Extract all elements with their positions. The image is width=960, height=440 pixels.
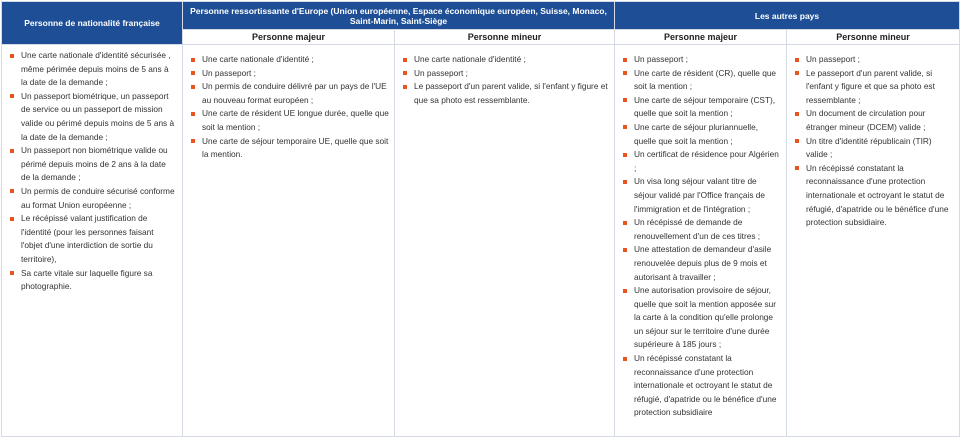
list-item: Un passeport ; — [623, 53, 781, 67]
list-item: Un titre d'identité républicain (TIR) valide ; — [795, 135, 954, 162]
list-item: Un récépissé constatant la reconnaissance d'une protection internationale et octroyant le statut de réfugié, d'apatride ou le bénéfice d'une protection subsidiaire. — [795, 162, 954, 230]
list-item: Une attestation de demandeur d'asile renouvelée depuis plus de 9 mois et autorisant à travailler ; — [623, 243, 781, 284]
cell-europe-adult — [183, 45, 395, 437]
subheader-others-adult: Personne majeur — [615, 30, 787, 45]
cell-french — [2, 45, 183, 437]
list-item: Un visa long séjour valant titre de séjour validé par l'Office français de l'immigration et de l'intégration ; — [623, 175, 781, 216]
list-item: Le passeport d'un parent valide, si l'enfant y figure et que sa photo est ressemblante ; — [795, 67, 954, 108]
main-header-row — [2, 2, 960, 30]
subheader-europe-adult: Personne majeur — [183, 30, 395, 45]
list-item: Une autorisation provisoire de séjour, quelle que soit la mention apposée sur la carte à la condition qu'elle prolonge un séjour sur le territoire d'une durée supérieure à 185 jours ; — [623, 284, 781, 352]
list-item: Un passeport biométrique, un passeport de service ou un passeport de mission valide ou périmé depuis moins de 5 ans à la date de la demande ; — [10, 90, 177, 144]
list-europe-minor — [403, 53, 609, 107]
list-item: Une carte de séjour temporaire UE, quelle que soit la mention. — [191, 135, 389, 162]
header-europe: Personne ressortissante d'Europe (Union européenne, Espace économique européen, Suisse, Monaco, Saint-Marin, Saint-Siège — [183, 2, 615, 30]
list-item: Une carte nationale d'identité sécurisée , même périmée depuis moins de 5 ans à la date de la demande ; — [10, 49, 177, 90]
content-row — [2, 45, 960, 437]
list-item: Une carte de séjour pluriannuelle, quelle que soit la mention ; — [623, 121, 781, 148]
list-french — [10, 49, 177, 294]
list-item: Un récépissé de demande de renouvellement d'un de ces titres ; — [623, 216, 781, 243]
list-item: Un passeport non biométrique valide ou périmé depuis moins de 2 ans à la date de la demande ; — [10, 144, 177, 185]
list-item: Le récépissé valant justification de l'identité (pour les personnes faisant l'objet d'une interdiction de sortie du territoire), — [10, 212, 177, 266]
list-others-minor — [795, 53, 954, 230]
list-item: Un récépissé constatant la reconnaissance d'une protection internationale et octroyant le statut de réfugié, d'apatride ou le bénéfice d'une protection subsidiaire — [623, 352, 781, 420]
list-item: Un permis de conduire sécurisé conforme au format Union européenne ; — [10, 185, 177, 212]
list-item: Sa carte vitale sur laquelle figure sa photographie. — [10, 267, 177, 294]
list-item: Une carte nationale d'identité ; — [403, 53, 609, 67]
list-item: Une carte nationale d'identité ; — [191, 53, 389, 67]
list-item: Une carte de résident UE longue durée, quelle que soit la mention ; — [191, 107, 389, 134]
list-item: Le passeport d'un parent valide, si l'enfant y figure et que sa photo est ressemblante. — [403, 80, 609, 107]
list-item: Un passeport ; — [191, 67, 389, 81]
cell-others-minor — [787, 45, 960, 437]
list-item: Un passeport ; — [795, 53, 954, 67]
list-item: Une carte de séjour temporaire (CST), quelle que soit la mention ; — [623, 94, 781, 121]
identity-documents-table — [1, 1, 960, 437]
list-others-adult — [623, 53, 781, 420]
subheader-others-minor: Personne mineur — [787, 30, 960, 45]
list-item: Une carte de résident (CR), quelle que soit la mention ; — [623, 67, 781, 94]
list-item: Un permis de conduire délivré par un pays de l'UE au nouveau format européen ; — [191, 80, 389, 107]
header-others: Les autres pays — [615, 2, 960, 30]
list-item: Un certificat de résidence pour Algérien ; — [623, 148, 781, 175]
list-item: Un document de circulation pour étranger mineur (DCEM) valide ; — [795, 107, 954, 134]
list-item: Un passeport ; — [403, 67, 609, 81]
cell-others-adult — [615, 45, 787, 437]
subheader-europe-minor: Personne mineur — [395, 30, 615, 45]
list-europe-adult — [191, 53, 389, 162]
header-french: Personne de nationalité française — [2, 2, 183, 45]
cell-europe-minor — [395, 45, 615, 437]
